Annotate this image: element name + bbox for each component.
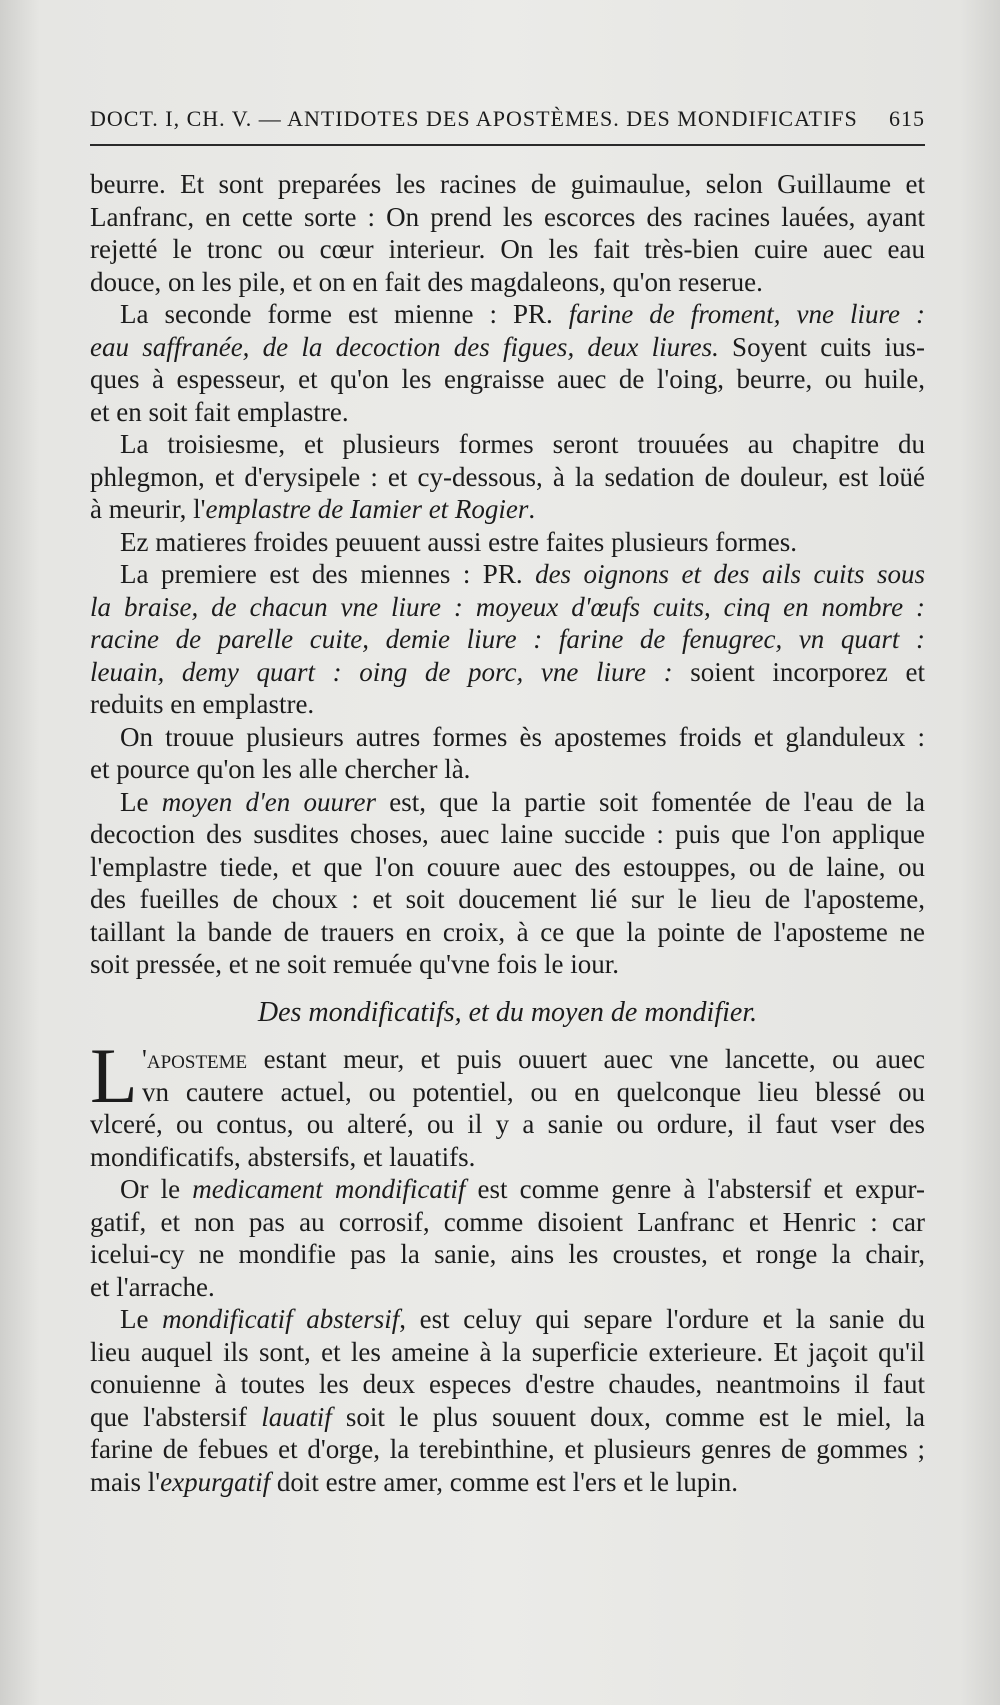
text-span: .: [528, 494, 536, 524]
italic-span: des oignons et des ails cuits sous: [535, 559, 926, 589]
text-line: et en soit fait emplastre.: [90, 396, 349, 427]
running-title: DOCT. I, CH. V. — ANTIDOTES DES APOSTÈMES. DES MONDIFICATIFS: [90, 106, 858, 131]
paragraph-10: [90, 1303, 925, 1498]
text-span: , est celuy qui separe l'ordure et la sanie du: [399, 1304, 925, 1334]
text-line: rejetté le tronc ou cœur interieur. On les fait très-bien cuire auec eau: [90, 234, 925, 264]
text-line: icelui-cy ne mondifie pas la sanie, ains les croustes, et ronge la chair,: [90, 1239, 925, 1269]
small-caps-span: 'aposteme: [142, 1044, 248, 1074]
text-line: [90, 1401, 925, 1434]
text-line: ques à espesseur, et qu'on les engraisse auec de l'oing, beurre, ou huile,: [90, 364, 925, 394]
text-line: la braise, de chacun vne liure : moyeux d'œufs cuits, cinq en nombre :: [90, 591, 925, 622]
text-line: lieu auquel ils sont, et les ameine à la superficie exterieure. Et jaçoit qu'il: [90, 1336, 925, 1367]
italic-span: medicament mondificatif: [192, 1174, 466, 1204]
section-gap: [90, 981, 925, 997]
text-line: [90, 1173, 925, 1206]
paragraph-6: [90, 721, 925, 786]
text-line: [90, 493, 925, 526]
italic-span: lauatif: [261, 1401, 332, 1432]
text-line: des fueilles de choux : et soit doucement lié sur le lieu de l'aposteme,: [90, 884, 925, 914]
page-number: 615: [889, 106, 925, 131]
italic-span: eau saffranée, de la decoction des figues, deux liures.: [90, 331, 719, 362]
text-line: reduits en emplastre.: [90, 689, 315, 719]
text-span: Le: [120, 786, 162, 817]
text-line: On trouue plusieurs autres formes ès apostemes froids et glanduleux :: [120, 721, 925, 752]
text-span: soient incorporez et: [672, 656, 925, 687]
drop-cap: L: [90, 1032, 138, 1119]
text-span: est comme genre à l'abstersif et expur-: [465, 1174, 925, 1204]
text-span: est, que la partie soit fomentée de l'eau de la: [376, 786, 926, 817]
text-line: [90, 558, 925, 591]
text-line: conuienne à toutes les deux especes d'estre chaudes, neantmoins il faut: [90, 1369, 925, 1399]
text-line: l'emplastre tiede, et que l'on couure auec des estouppes, ou de laine, ou: [90, 851, 925, 882]
text-span: mais l': [90, 1466, 161, 1497]
text-line: douce, on les pile, et on en fait des magdaleons, qu'on reserue.: [90, 266, 763, 297]
text-line: Ez matieres froides peuuent aussi estre faites plusieurs formes.: [120, 526, 798, 557]
italic-span: farine de froment, vne liure :: [568, 299, 925, 329]
header-rule: [90, 144, 925, 146]
text-line: [90, 1303, 925, 1336]
text-line: Lanfranc, en cette sorte : On prend les escorces des racines lauées, ayant: [90, 201, 925, 232]
text-line: gatif, et non pas au corrosif, comme disoient Lanfranc et Henric : car: [90, 1206, 925, 1237]
running-header: [90, 106, 925, 132]
text-line: vn cautere actuel, ou potentiel, ou en quelconque lieu blessé ou: [142, 1076, 925, 1107]
text-span: soit le plus souuent doux, comme est le miel, la: [331, 1401, 926, 1432]
text-span: à meurir, l': [90, 494, 206, 524]
text-line: mondificatifs, abstersifs, et lauatifs.: [90, 1141, 476, 1172]
text-line: [90, 1043, 925, 1076]
italic-span: leuain, demy quart : oing de porc, vne liure :: [90, 656, 673, 687]
text-span: Soyent cuits ius-: [718, 331, 925, 362]
italic-span: expurgatif: [160, 1466, 271, 1497]
paragraph-2: [90, 298, 925, 428]
text-line: La troisiesme, et plusieurs formes seront trouuées au chapitre du: [120, 429, 925, 459]
italic-span: mondificatif abstersif: [162, 1304, 400, 1334]
text-line: soit pressée, et ne soit remuée qu'vne fois le iour.: [90, 949, 619, 979]
text-line: et l'arrache.: [90, 1271, 215, 1302]
text-line: vlceré, ou contus, ou alteré, ou il y a sanie ou ordure, il faut vser des: [90, 1109, 925, 1139]
section-title: Des mondificatifs, et du moyen de mondifier.: [257, 996, 758, 1028]
text-span: La premiere est des miennes : PR.: [120, 559, 536, 589]
text-line: [90, 1466, 925, 1499]
text-span: Le: [120, 1304, 163, 1334]
text-line: farine de febues et d'orge, la terebinthine, et plusieurs genres de gommes ;: [90, 1434, 925, 1464]
paragraph-4: [90, 526, 925, 559]
text-span: Or le: [120, 1174, 193, 1204]
text-line: racine de parelle cuite, demie liure : farine de fenugrec, vn quart :: [90, 624, 925, 654]
text-line: [90, 786, 925, 819]
paragraph-5: [90, 558, 925, 721]
italic-span: moyen d'en ouurer: [161, 786, 376, 817]
text-line: et pource qu'on les alle chercher là.: [90, 754, 471, 784]
paragraph-9: [90, 1173, 925, 1303]
text-line: decoction des susdites choses, auec laine succide : puis que l'on applique: [90, 819, 925, 849]
paragraph-7: [90, 786, 925, 981]
italic-span: emplastre de Iamier et Rogier: [205, 494, 529, 524]
body-text: [90, 168, 925, 1498]
paragraph-3: [90, 428, 925, 526]
text-span: La seconde forme est mienne : PR.: [120, 299, 569, 329]
text-span: que l'abstersif: [90, 1401, 262, 1432]
text-line: phlegmon, et d'erysipele : et cy-dessous, à la sedation de douleur, est loüé: [90, 461, 925, 492]
paragraph-8: [90, 1032, 925, 1173]
text-line: beurre. Et sont preparées les racines de guimaulue, selon Guillaume et: [90, 169, 925, 199]
text-line: [90, 331, 925, 364]
text-span: doit estre amer, comme est l'ers et le lupin.: [270, 1466, 738, 1497]
text-line: [90, 298, 925, 331]
text-line: [90, 656, 925, 689]
text-line: taillant la bande de trauers en croix, à ce que la pointe de l'aposteme ne: [90, 916, 925, 947]
text-span: estant meur, et puis ouuert auec vne lancette, ou auec: [247, 1044, 925, 1074]
paragraph-1: [90, 168, 925, 298]
